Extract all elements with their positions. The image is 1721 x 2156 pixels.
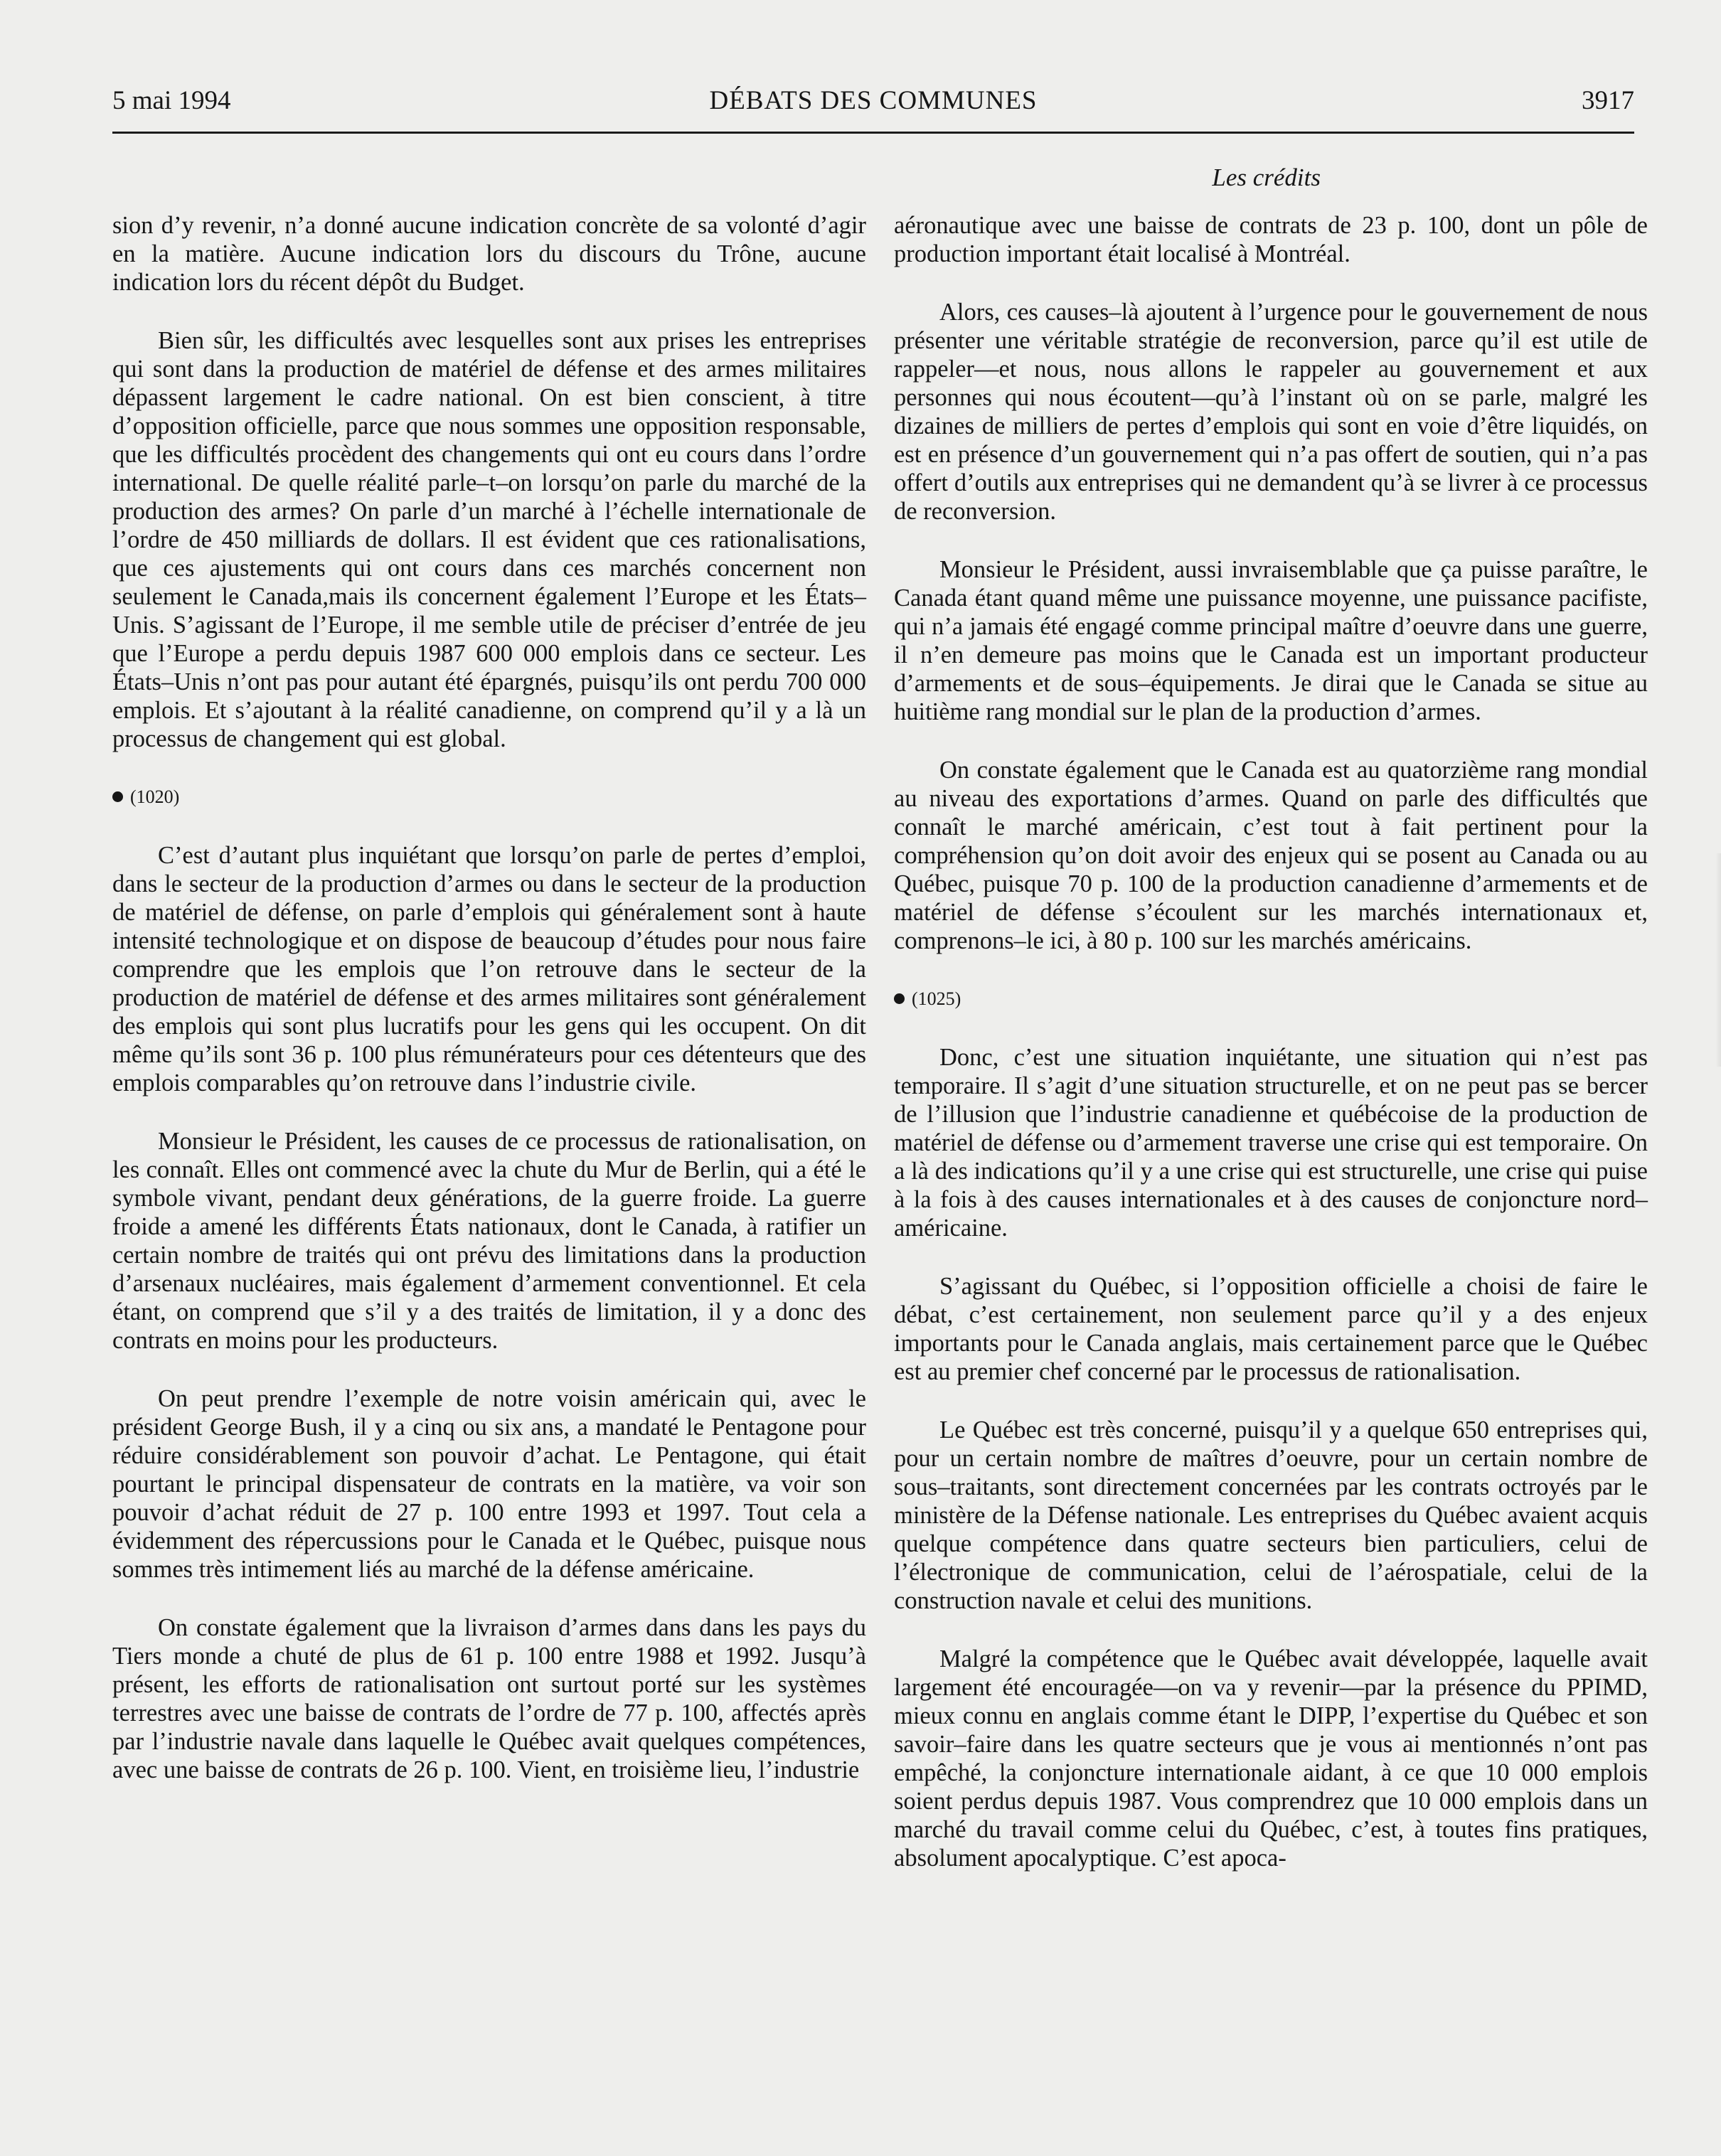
paragraph: Bien sûr, les difficultés avec lesquelles sont aux prises les entreprises qui sont dans la production de matériel de défense et des armes militaires dépassent largement le cadre national. On est bien conscient, à titre d’opposition officielle, parce que nous sommes une opposition responsable, que les difficultés procèdent des changements qui ont eu cours dans l’ordre international. De quelle réalité parle–t–on lorsqu’on parle du marché de la production des armes? On parle d’un marché à l’échelle internationale de l’ordre de 450 milliards de dollars. Il est évident que ces rationalisations, que ces ajustements qui ont cours dans ces marchés concernent non seulement le Canada,mais ils concernent également l’Europe et les États–Unis. S’agissant de l’Europe, il me semble utile de préciser d’entrée de jeu que l’Europe a perdu depuis 1987 600 000 emplois dans ce secteur. Les États–Unis n’ont pas pour autant été épargnés, puisqu’ils ont perdu 700 000 emplois. Et s’ajoutant à la réalité canadienne, on comprend qu’il y a là un processus de changement qui est global. <box>112 327 866 752</box>
paragraph: Le Québec est très concerné, puisqu’il y a quelque 650 entreprises qui, pour un certain nombre de maîtres d’oeuvre, pour un certain nombre de sous–traitants, sont directement concernées par les contrats octroyés par le ministère de la Défense nationale. Les entreprises du Québec avaient acquis quelque compétence dans quatre secteurs bien particuliers, celui de l’électronique de communication, celui de l’aérospatiale, celui de la construction navale et celui des munitions. <box>894 1416 1648 1614</box>
paragraph: On constate également que la livraison d’armes dans dans les pays du Tiers monde a chuté de plus de 61 p. 100 entre 1988 et 1992. Jusqu’à présent, les efforts de rationalisation ont surtout porté sur les systèmes terrestres avec une baisse de contrats de l’ordre de 77 p. 100, affectés après par l’industrie navale dans laquelle le Québec avait quelques compétences, avec une baisse de contrats de 26 p. 100. Vient, en troisième lieu, l’industrie <box>112 1614 866 1783</box>
header-page-number: 3917 <box>1582 86 1634 115</box>
paragraph: Monsieur le Président, aussi invraisemblable que ça puisse paraître, le Canada étant quand même une puissance moyenne, une puissance pacifiste, qui n’a jamais été engagé comme principal maître d’oeuvre dans une guerre, il n’en demeure pas moins que le Canada est un important producteur d’armements et de sous–équipements. Je dirai que le Canada se situe au huitième rang mondial sur le plan de la production d’armes. <box>894 556 1648 725</box>
paragraph: Monsieur le Président, les causes de ce processus de rationalisation, on les connaît. Elles ont commencé avec la chute du Mur de Berlin, qui a été le symbole vivant, pendant deux générations, de la guerre froide. La guerre froide a amené les différents États nationaux, dont le Canada, à ratifier un certain nombre de traités qui ont prévu des limitations dans la production d’arsenaux nucléaires, mais également d’armement conventionnel. Et cela étant, on comprend que s’il y a des traités de limitation, il y a donc des contrats en moins pour les producteurs. <box>112 1128 866 1354</box>
paragraph: Alors, ces causes–là ajoutent à l’urgence pour le gouvernement de nous présenter une véritable stratégie de reconversion, parce qu’il est utile de rappeler—et nous, nous allons le rappeler au gouvernement et aux personnes qui nous écoutent—qu’à l’instant où on se parle, malgré les dizaines de milliers de pertes d’emplois qui sont en voie d’être liquidés, on est en présence d’un gouvernement qui n’a pas offert de soutien, qui n’a pas offert d’outils aux entreprises qui ne demandent qu’à se livrer à ce processus de reconversion. <box>894 299 1648 525</box>
paragraph: On constate également que le Canada est au quatorzième rang mondial au niveau des exportations d’armes. Quand on parle des difficultés que connaît le marché américain, c’est tout à fait pertinent pour la compréhension qu’on doit avoir des enjeux qui se posent au Canada ou au Québec, puisque 70 p. 100 de la production canadienne d’armements et de matériel de défense s’écoulent sur les marchés internationaux et, comprenons–le ici, à 80 p. 100 sur les marchés américains. <box>894 757 1648 954</box>
paragraph: Malgré la compétence que le Québec avait développée, laquelle avait largement été encouragée—on va y revenir—par la présence du PPIMD, mieux connu en anglais comme étant le DIPP, l’expertise du Québec et son savoir–faire dans les quatre secteurs que je vous ai mentionnés n’ont pas empêché, la conjoncture internationale aidant, à ce que 10 000 emplois soient perdus depuis 1987. Vous comprendrez que 10 000 emplois dans un marché du travail comme celui du Québec, c’est, à toutes fins pratiques, absolument apocalyptique. C’est apoca- <box>894 1645 1648 1872</box>
time-marker <box>894 985 1648 1013</box>
bullet-icon <box>112 791 123 802</box>
right-column <box>894 211 1648 1872</box>
paragraph: On peut prendre l’exemple de notre voisin américain qui, avec le président George Bush, il y a cinq ou six ans, a mandaté le Pentagone pour réduire considérablement son pouvoir d’achat. Le Pentagone, qui était pourtant le principal dispensateur de contrats en la matière, va voir son pouvoir d’achat réduit de 27 p. 100 entre 1993 et 1997. Tout cela a évidemment des répercussions pour le Canada et le Québec, puisque nous sommes très intimement liés au marché de la défense américaine. <box>112 1385 866 1583</box>
paragraph: C’est d’autant plus inquiétant que lorsqu’on parle de pertes d’emploi, dans le secteur de la production d’armes ou dans le secteur de la production de matériel de défense, on parle d’emplois qui généralement sont à haute intensité technologique et on dispose de beaucoup d’études pour nous faire comprendre que les emplois que l’on retrouve dans le secteur de la production de matériel de défense et des armes militaires sont généralement des emplois qui sont plus lucratifs pour les gens qui les occupent. On dit même qu’ils sont 36 p. 100 plus rémunérateurs pour ces détenteurs que des emplois comparables qu’on retrouve dans l’industrie civile. <box>112 842 866 1096</box>
paragraph: Donc, c’est une situation inquiétante, une situation qui n’est pas temporaire. Il s’agit d’une situation structurelle, et on ne peut pas se bercer de l’illusion que l’industrie canadienne et québécoise de la production de matériel de défense ou d’armement traverse une crise qui est temporaire. On a là des indications qu’il y a une crise qui est structurelle, une crise qui puise à la fois à des causes internationales et à des causes de conjoncture nord–américaine. <box>894 1044 1648 1242</box>
left-column <box>112 211 866 1784</box>
header-title: DÉBATS DES COMMUNES <box>709 86 1038 115</box>
time-marker-label: (1025) <box>912 988 961 1009</box>
header-rule <box>112 132 1634 134</box>
time-marker <box>112 783 866 811</box>
page-header <box>112 80 1634 122</box>
time-marker-label: (1020) <box>130 786 180 807</box>
bullet-icon <box>894 993 905 1004</box>
header-date: 5 mai 1994 <box>112 86 231 115</box>
paragraph: S’agissant du Québec, si l’opposition officielle a choisi de faire le débat, c’est certainement, non seulement parce qu’il y a des enjeux importants pour le Canada anglais, mais certainement parce que le Québec est au premier chef concerné par le processus de rationalisation. <box>894 1273 1648 1385</box>
paragraph: aéronautique avec une baisse de contrats de 23 p. 100, dont un pôle de production important était localisé à Montréal. <box>894 212 1648 267</box>
paragraph: sion d’y revenir, n’a donné aucune indication concrète de sa volonté d’agir en la matière. Aucune indication lors du discours du Trône, aucune indication lors du récent dépôt du Budget. <box>112 212 866 296</box>
scan-shadow <box>1715 853 1721 1067</box>
section-label: Les crédits <box>1212 164 1321 191</box>
